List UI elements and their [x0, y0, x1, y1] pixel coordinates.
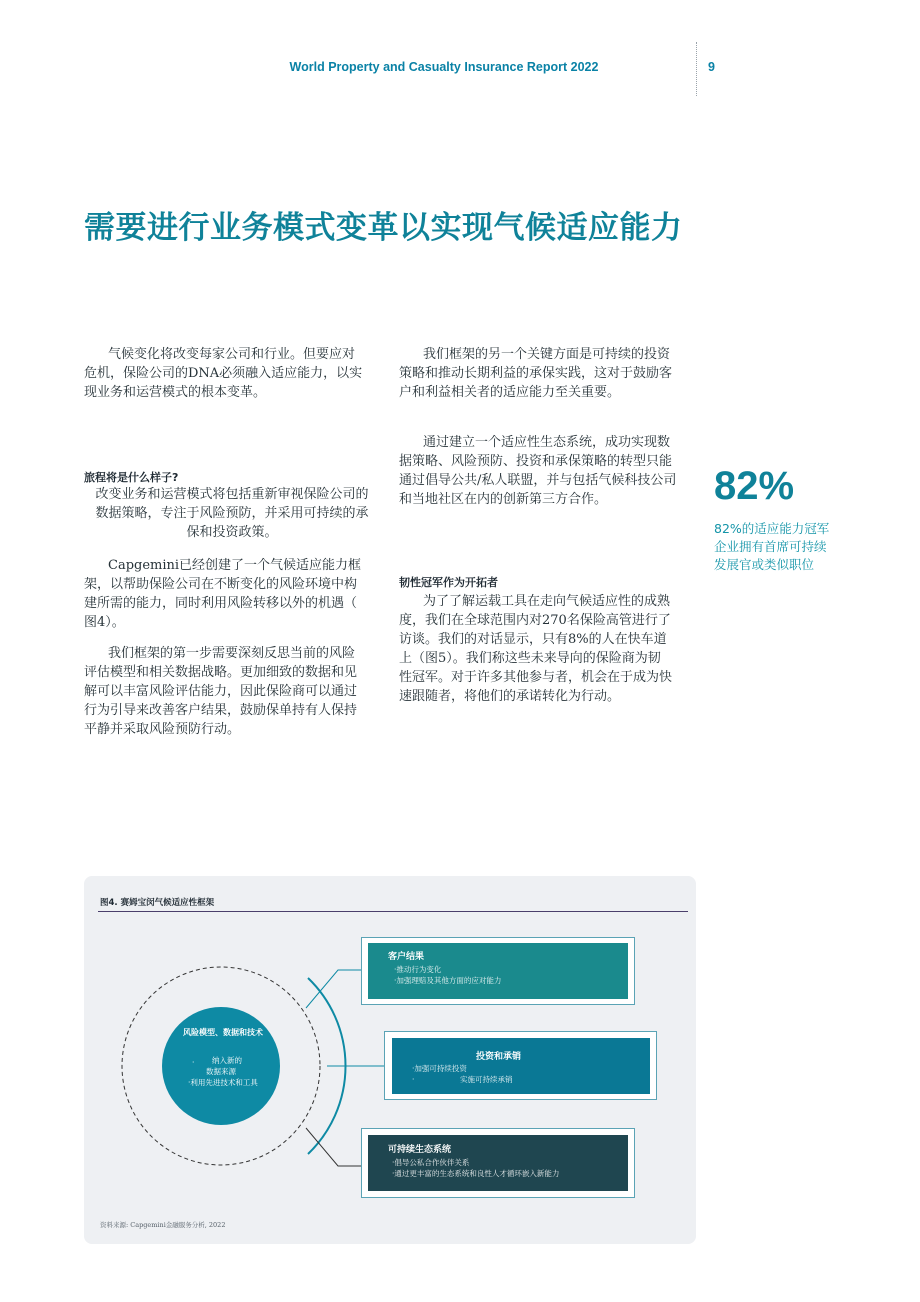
stat-description	[714, 520, 850, 574]
box-investment-fill	[392, 1038, 650, 1094]
text-line: 据策略、风险预防、投资和承保策略的转型只能	[399, 454, 673, 469]
left-paragraph-4	[84, 644, 384, 739]
box-line: ·	[412, 1075, 415, 1084]
text-line: 解可以丰富风险评估能力，因此保险商可以通过	[84, 684, 358, 699]
left-paragraph-2	[84, 485, 380, 542]
text-line: Capgemini已经创建了一个气候适应能力框	[108, 558, 362, 573]
box-ecosystem	[361, 1128, 635, 1198]
left-paragraph-1	[84, 345, 384, 402]
box-line: ·通过更丰富的生态系统和良性人才循环嵌入新能力	[392, 1169, 560, 1178]
box-ecosystem-fill	[368, 1135, 628, 1191]
right-paragraph-1	[399, 345, 699, 402]
text-line: 性冠军。对于许多其他参与者，机会在于成为快	[399, 670, 673, 685]
connector-customer	[306, 970, 361, 1008]
subheading-champions: 韧性冠军作为开拓者	[399, 576, 498, 589]
box-line: ·倡导公私合作伙伴关系	[392, 1158, 470, 1167]
text-line: 户和利益相关者的适应能力至关重要。	[399, 385, 621, 400]
stat-value: 82%	[714, 464, 795, 508]
text-line: 通过倡导公共/私人联盟，并与包括气候科技公司	[399, 473, 677, 488]
center-bullet-1a: 纳入新的	[212, 1056, 242, 1065]
text-line: 访谈。我们的对话显示，只有8%的人在快车道	[399, 632, 667, 647]
text-line: 度，我们在全球范围内对270名保险高管进行了	[399, 613, 671, 628]
stat-line: 企业拥有首席可持续	[714, 539, 827, 554]
box-title: 可持续生态系统	[388, 1145, 452, 1155]
center-bullet-1b: 数据来源	[206, 1067, 236, 1076]
right-paragraph-3	[399, 592, 699, 706]
box-line: ·推动行为变化	[394, 965, 442, 974]
text-line: 我们框架的另一个关键方面是可持续的投资	[423, 347, 671, 362]
text-line: 改变业务和运营模式将包括重新审视保险公司的	[95, 487, 369, 502]
stat-line: 82%的适应能力冠军	[714, 521, 830, 536]
text-line: 现业务和运营模式的根本变革。	[84, 385, 267, 400]
box-line: ·加强理赔及其他方面的应对能力	[394, 976, 502, 985]
text-line: 行为引导来改善客户结果，鼓励保单持有人保持	[84, 703, 358, 718]
left-paragraph-3	[84, 556, 384, 632]
figure-title: 图4. 赛姆宝闵气候适应性框架	[100, 898, 215, 908]
box-line: 实施可持续承销	[460, 1075, 513, 1084]
figure-source: 资料来源: Capgemini金融服务分析, 2022	[100, 1221, 226, 1229]
text-line: 建所需的能力，同时利用风险转移以外的机遇（	[84, 596, 358, 611]
bullet-dot: ·	[192, 1058, 195, 1067]
text-line: 图4）。	[84, 615, 125, 630]
header-divider	[696, 42, 697, 96]
text-line: 平静并采取风险预防行动。	[84, 722, 241, 737]
text-line: 我们框架的第一步需要深刻反思当前的风险	[108, 646, 356, 661]
center-title: 风险模型、数据和技术	[183, 1028, 263, 1037]
text-line: 评估模型和相关数据战略。更加细致的数据和见	[84, 665, 358, 680]
text-line: 和当地社区在内的创新第三方合作。	[399, 492, 608, 507]
box-title: 客户结果	[388, 952, 425, 962]
center-bullet-2: ·利用先进技术和工具	[188, 1078, 258, 1087]
text-line: 气候变化将改变每家公司和行业。但要应对	[108, 347, 356, 362]
box-title: 投资和承销	[476, 1052, 522, 1062]
text-line: 数据策略，专注于风险预防，并采用可持续的承	[95, 506, 369, 521]
page-title: 需要进行业务模式变革以实现气候适应能力	[84, 210, 683, 246]
box-investment	[384, 1031, 657, 1100]
page-number: 9	[708, 60, 715, 74]
text-line: 上（图5）。我们称这些未来导向的保险商为韧	[399, 651, 661, 666]
text-line: 通过建立一个适应性生态系统，成功实现数	[423, 435, 671, 450]
text-line: 危机，保险公司的DNA必须融入适应能力，以实	[84, 366, 363, 381]
center-circle	[162, 1007, 280, 1125]
report-title: World Property and Casualty Insurance Report 2022	[289, 60, 599, 74]
stat-line: 发展官或类似职位	[714, 557, 815, 572]
subheading-journey: 旅程将是什么样子?	[84, 471, 179, 484]
box-customer-outcomes	[361, 937, 635, 1005]
box-line: ·加强可持续投资	[412, 1064, 467, 1073]
text-line: 保和投资政策。	[186, 525, 278, 540]
text-line: 策略和推动长期利益的承保实践，这对于鼓励客	[399, 366, 673, 381]
text-line: 架，以帮助保险公司在不断变化的风险环境中构	[84, 577, 358, 592]
box-customer-fill	[368, 943, 628, 999]
text-line: 为了了解运载工具在走向气候适应性的成熟	[423, 594, 671, 609]
right-paragraph-2	[399, 433, 699, 509]
text-line: 速跟随者，将他们的承诺转化为行动。	[399, 689, 621, 704]
